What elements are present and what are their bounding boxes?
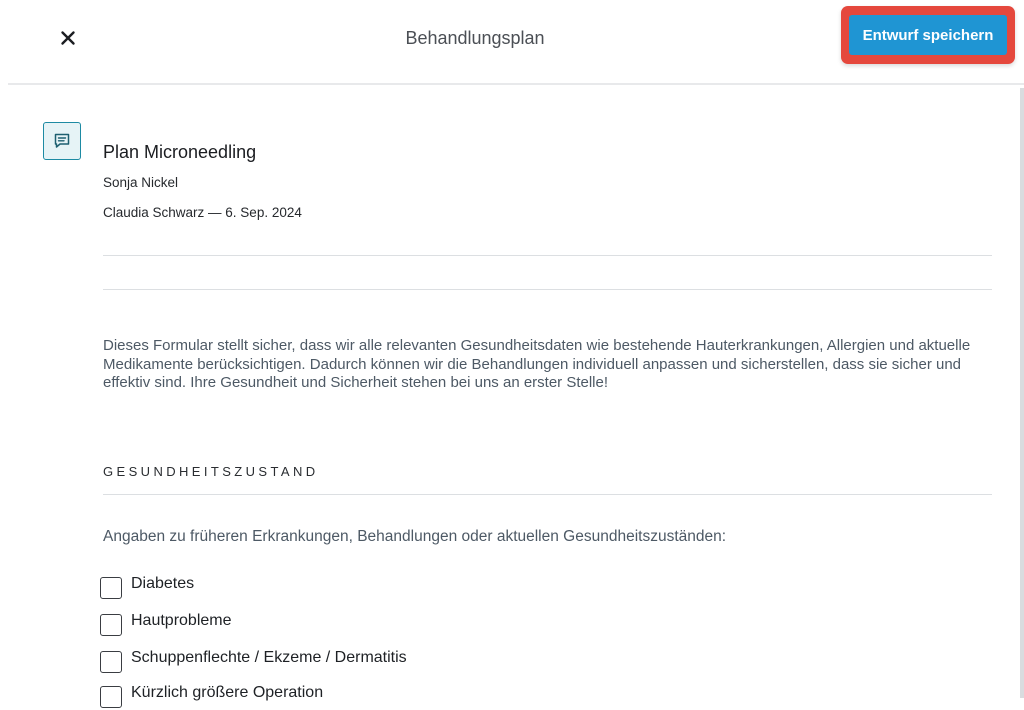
option-hautprobleme[interactable] bbox=[100, 612, 232, 638]
author-date: Claudia Schwarz — 6. Sep. 2024 bbox=[103, 205, 302, 220]
top-bar bbox=[0, 0, 1024, 80]
checkbox[interactable] bbox=[100, 577, 122, 599]
section-title: GESUNDHEITSZUSTAND bbox=[103, 464, 319, 479]
checkbox[interactable] bbox=[100, 614, 122, 636]
plan-title: Plan Microneedling bbox=[103, 142, 257, 162]
question-label: Angaben zu früheren Erkrankungen, Behandlungen oder aktuellen Gesundheitszuständen: bbox=[103, 528, 727, 545]
divider bbox=[103, 255, 992, 256]
save-draft-button[interactable]: Entwurf speichern bbox=[849, 15, 1007, 55]
option-label: Hautprobleme bbox=[131, 612, 232, 629]
scrollbar[interactable] bbox=[1020, 88, 1024, 698]
message-square-icon bbox=[52, 131, 72, 151]
plan-type-badge bbox=[43, 122, 81, 160]
intro-text: Dieses Formular stellt sicher, dass wir alle relevanten Gesundheitsdaten wie bestehende Hauterkrankungen, Allergien und aktuelle Medikamente berücksichtigen. Dadurch können wir die Behandlungen individuell anpassen und sicherstellen, dass sie sicher und effektiv sind. Ihre Gesundheit und Sicherheit stehen bei uns an erster Stelle! bbox=[103, 337, 971, 391]
option-operation[interactable] bbox=[100, 684, 323, 710]
checkbox[interactable] bbox=[100, 651, 122, 673]
page-title: Behandlungsplan bbox=[405, 28, 545, 48]
header-divider bbox=[8, 83, 1024, 85]
divider bbox=[103, 289, 992, 290]
option-label: Diabetes bbox=[131, 575, 195, 592]
checkbox[interactable] bbox=[100, 686, 122, 708]
option-label: Schuppenflechte / Ekzeme / Dermatitis bbox=[131, 649, 407, 666]
option-diabetes[interactable] bbox=[100, 575, 194, 601]
section-divider bbox=[103, 494, 992, 495]
patient-name: Sonja Nickel bbox=[103, 175, 179, 190]
option-schuppenflechte[interactable] bbox=[100, 649, 407, 675]
option-label: Kürzlich größere Operation bbox=[131, 684, 324, 701]
